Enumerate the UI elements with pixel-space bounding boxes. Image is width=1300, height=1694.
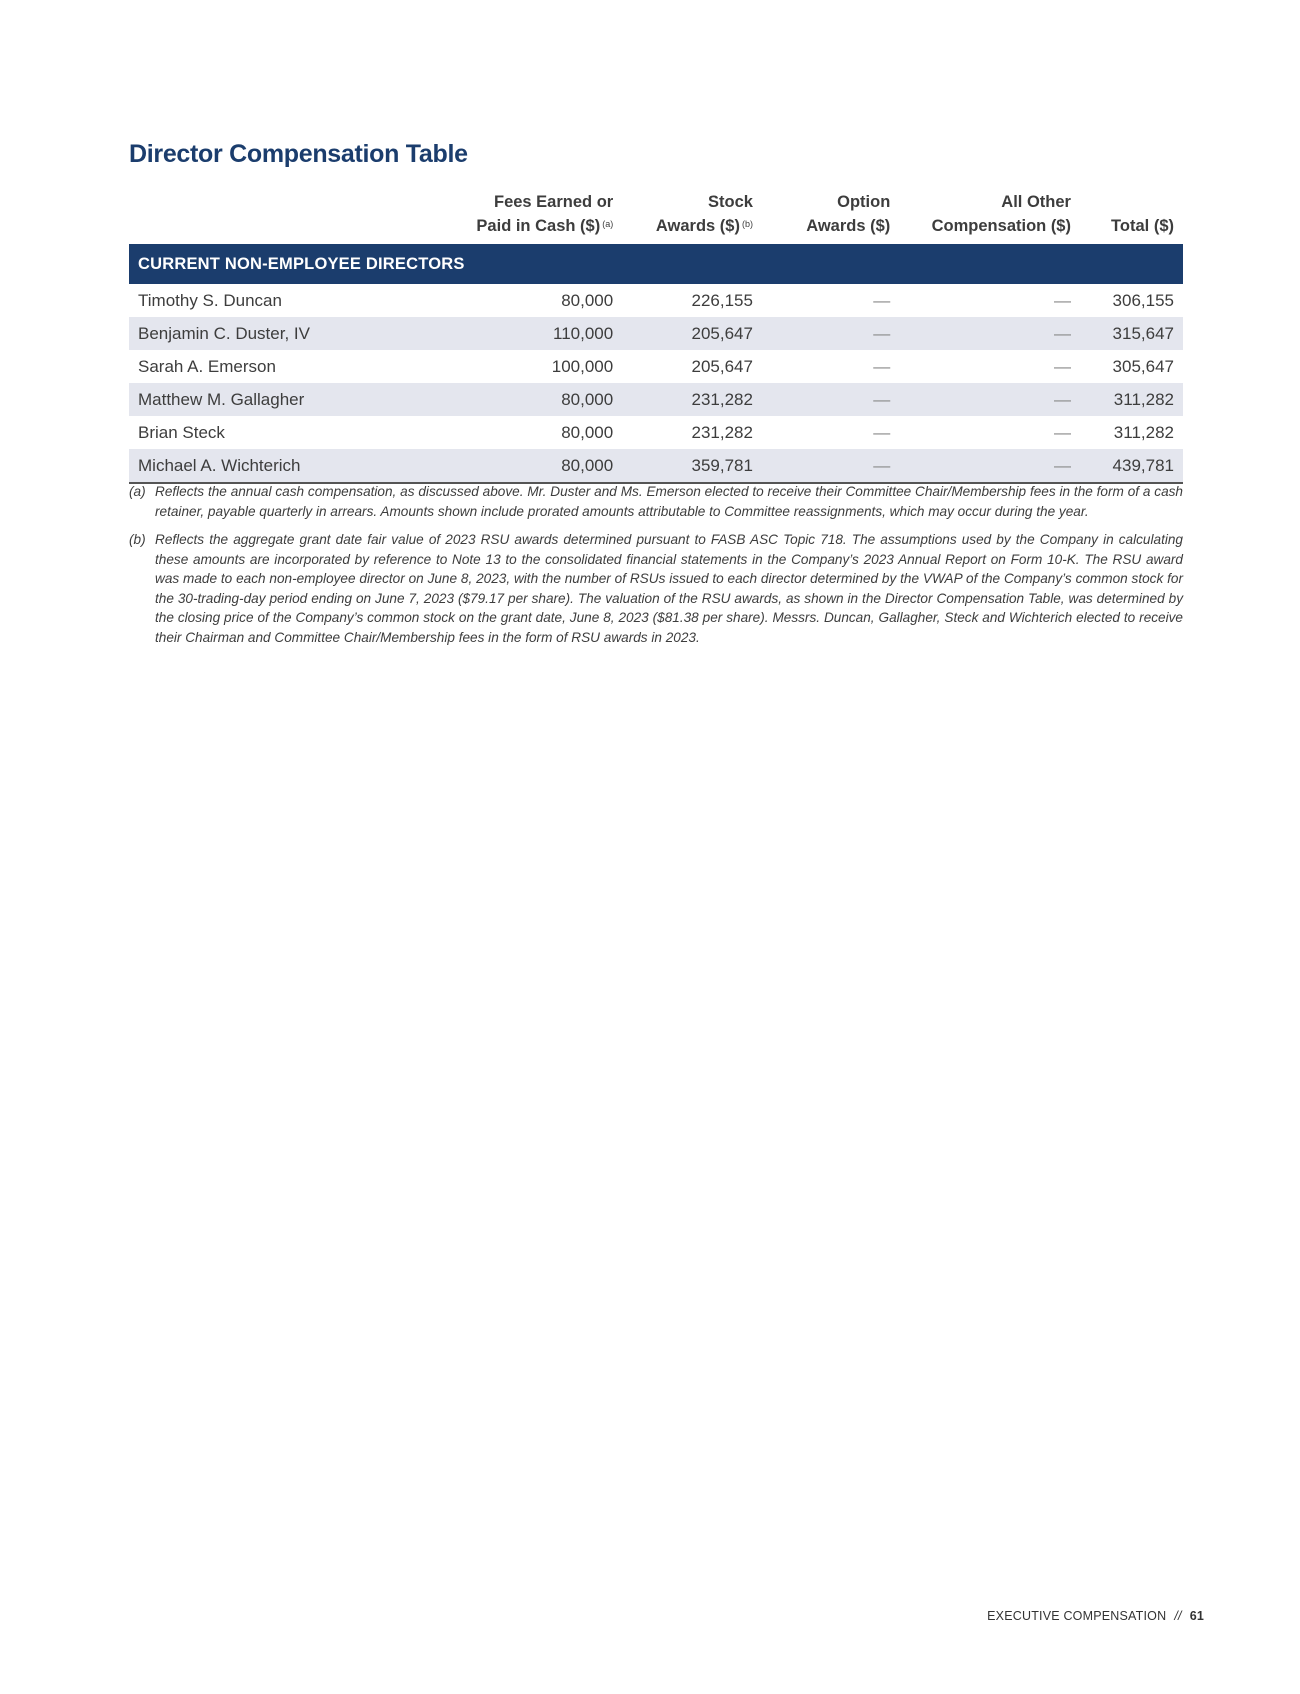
section-row bbox=[129, 244, 1183, 284]
stock-value: 231,282 bbox=[628, 383, 768, 416]
footnote-b bbox=[129, 530, 1183, 647]
header-other-line1: All Other bbox=[1001, 193, 1071, 211]
page-footer bbox=[987, 1609, 1204, 1623]
header-stock-line2: Awards ($) bbox=[655, 217, 740, 235]
header-option-line2: Awards ($) bbox=[806, 217, 891, 235]
header-stock-line1: Stock bbox=[708, 193, 753, 211]
total-value: 439,781 bbox=[1080, 449, 1183, 483]
footnote-ref-b: (b) bbox=[741, 219, 753, 229]
header-total-label: Total ($) bbox=[1111, 217, 1174, 235]
total-value: 306,155 bbox=[1112, 290, 1174, 310]
page-title: Director Compensation Table bbox=[129, 140, 468, 168]
option-value: — bbox=[768, 317, 899, 350]
table-row bbox=[129, 383, 1183, 416]
fees-value: 80,000 bbox=[455, 383, 628, 416]
footnote-text: Reflects the aggregate grant date fair value of 2023 RSU awards determined pursuant to FASB ASC Topic 718. The assumptions used by the Company in calculating these amounts are incorporated by reference to Note 13 to the consolidated financial statements in the Company’s 2023 Annual Report on Form 10-K. The RSU award was made to each non-employee director on June 8, 2023, with the number of RSUs issued to each director determined by the VWAP of the Company’s common stock for the 30-trading-day period ending on June 7, 2023 ($79.17 per share). The valuation of the RSU awards, as shown in the Director Compensation Table, was determined by the closing price of the Company’s common stock on the grant date, June 8, 2023 ($81.38 per share). Messrs. Duncan, Gallagher, Steck and Wichterich elected to receive their Chairman and Committee Chair/Membership fees in the form of RSU awards in 2023. bbox=[155, 532, 1183, 645]
footnotes bbox=[129, 482, 1183, 656]
director-name: Brian Steck bbox=[138, 422, 225, 442]
header-other-line2: Compensation ($) bbox=[931, 217, 1071, 235]
fees-value: 80,000 bbox=[561, 422, 614, 442]
header-fees-line2: Paid in Cash ($) bbox=[476, 217, 601, 235]
stock-value: 359,781 bbox=[628, 449, 768, 483]
stock-value: 205,647 bbox=[691, 356, 753, 376]
footnote-mark: (b) bbox=[129, 532, 146, 547]
other-value: — bbox=[1053, 290, 1071, 310]
footer-section: EXECUTIVE COMPENSATION bbox=[987, 1609, 1167, 1623]
footnote-text: Reflects the annual cash compensation, as discussed above. Mr. Duster and Ms. Emerson elected to receive their Committee Chair/Membership fees in the form of a cash retainer, payable quarterly in arrears. Amounts shown include prorated amounts attributable to Committee reassignments, which may occur during the year. bbox=[155, 484, 1183, 519]
footnote-a bbox=[129, 482, 1183, 521]
header-fees-earned bbox=[455, 186, 628, 244]
director-name: Timothy S. Duncan bbox=[138, 290, 282, 310]
footer-separator: // bbox=[1174, 1609, 1182, 1623]
other-value: — bbox=[899, 317, 1080, 350]
footnote-ref-a: (a) bbox=[602, 219, 614, 229]
table-row bbox=[129, 449, 1183, 483]
director-name: Michael A. Wichterich bbox=[129, 449, 455, 483]
director-compensation-table bbox=[129, 186, 1183, 484]
option-value: — bbox=[873, 356, 891, 376]
table-row bbox=[129, 416, 1183, 449]
header-option-line1: Option bbox=[837, 193, 891, 211]
table-row bbox=[129, 317, 1183, 350]
director-name: Matthew M. Gallagher bbox=[129, 383, 455, 416]
total-value: 315,647 bbox=[1080, 317, 1183, 350]
option-value: — bbox=[768, 449, 899, 483]
option-value: — bbox=[873, 290, 891, 310]
total-value: 311,282 bbox=[1080, 383, 1183, 416]
header-total bbox=[1080, 186, 1183, 244]
header-name bbox=[129, 186, 455, 244]
table-header-row bbox=[129, 186, 1183, 244]
page-number: 61 bbox=[1189, 1609, 1204, 1623]
table-row bbox=[129, 284, 1183, 317]
option-value: — bbox=[768, 383, 899, 416]
fees-value: 80,000 bbox=[561, 290, 614, 310]
stock-value: 205,647 bbox=[628, 317, 768, 350]
total-value: 311,282 bbox=[1113, 422, 1174, 442]
fees-value: 80,000 bbox=[455, 449, 628, 483]
section-label: CURRENT NON-EMPLOYEE DIRECTORS bbox=[129, 244, 1183, 284]
total-value: 305,647 bbox=[1112, 356, 1174, 376]
footnote-mark: (a) bbox=[129, 484, 146, 499]
fees-value: 100,000 bbox=[551, 356, 614, 376]
header-all-other bbox=[899, 186, 1080, 244]
stock-value: 231,282 bbox=[691, 422, 753, 442]
other-value: — bbox=[1053, 422, 1071, 442]
director-name: Benjamin C. Duster, IV bbox=[129, 317, 455, 350]
header-stock-awards bbox=[628, 186, 768, 244]
other-value: — bbox=[1053, 356, 1071, 376]
director-name: Sarah A. Emerson bbox=[138, 356, 276, 376]
option-value: — bbox=[873, 422, 891, 442]
other-value: — bbox=[899, 449, 1080, 483]
header-fees-line1: Fees Earned or bbox=[493, 193, 614, 211]
fees-value: 110,000 bbox=[455, 317, 628, 350]
stock-value: 226,155 bbox=[691, 290, 753, 310]
header-option-awards bbox=[768, 186, 899, 244]
other-value: — bbox=[899, 383, 1080, 416]
table-row bbox=[129, 350, 1183, 383]
